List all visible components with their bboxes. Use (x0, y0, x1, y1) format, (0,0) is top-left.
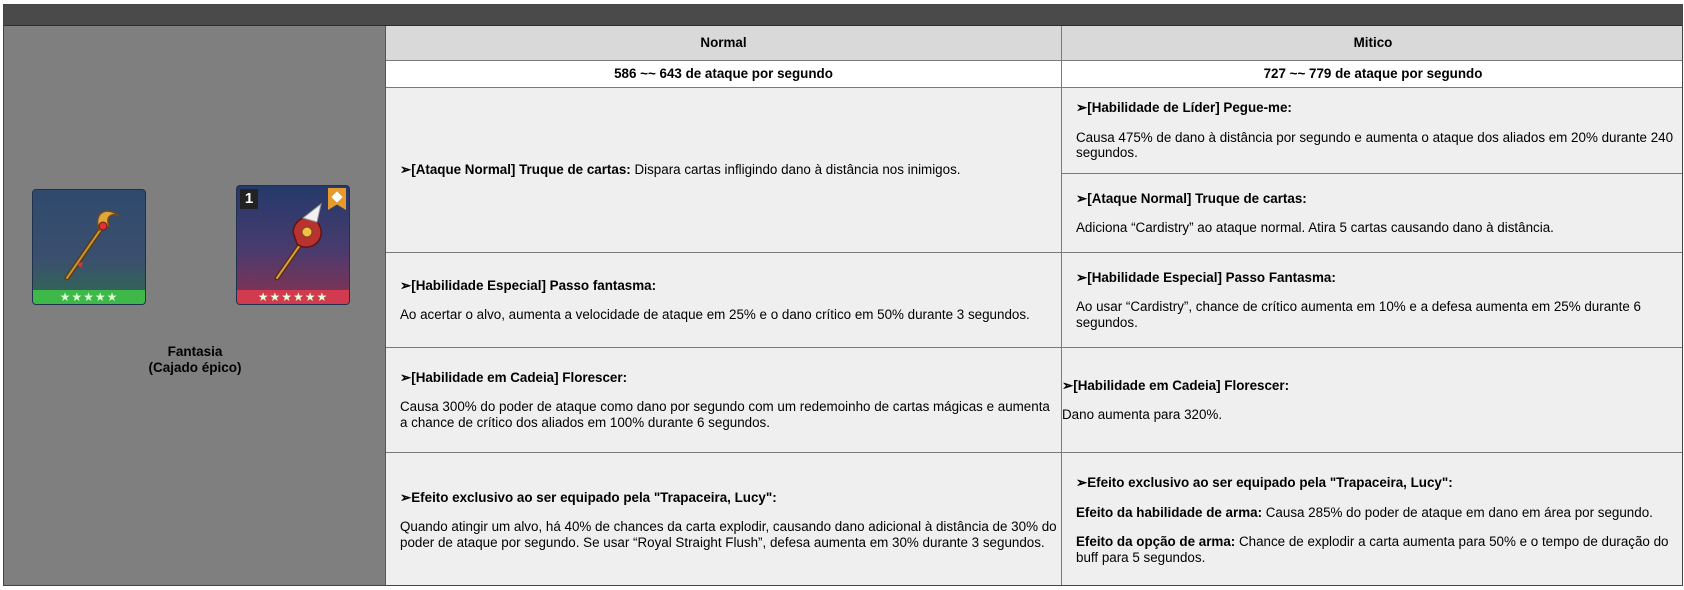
weapon-panel (4, 26, 386, 586)
column-header-normal: Normal (386, 26, 1062, 61)
skill-text: Quando atingir um alvo, há 40% de chances da carta explodir, causando dano adicional à distância de 30% do poder de ataque por segundo. Se usar “Royal Straight Flush”, defesa aumenta em 30% durante 3 segundos. (400, 519, 1057, 550)
star-rating: ★★★★★ (33, 290, 145, 304)
chain-skill-mythic: ➢[Habilidade em Cadeia] Florescer: Dano aumenta para 320%. (1062, 348, 1683, 453)
special-skill-normal: ➢[Habilidade Especial] Passo fantasma: Ao acertar o alvo, aumenta a velocidade de ataque em 25% e o dano crítico em 50% durante 3 segundos. (386, 253, 1062, 348)
skill-title: Efeito exclusivo ao ser equipado pela "Trapaceira, Lucy": (1087, 475, 1453, 490)
option-label: Efeito da opção de arma: (1076, 534, 1236, 549)
skill-title: [Habilidade Especial] Passo fantasma: (411, 277, 657, 293)
attack-normal: 586 ~~ 643 de ataque por segundo (386, 61, 1062, 88)
weapon-normal-image (32, 189, 146, 305)
exclusive-effect-mythic: ➢Efeito exclusivo ao ser equipado pela "Trapaceira, Lucy": Efeito da habilidade de arma: Causa 285% do poder de ataque em dano em área por segundo. Efeito da opção de arma: Chance de explodir a carta aumenta para 50% e o tempo de duração do buff para 5 segundos. (1062, 453, 1683, 586)
star-rating: ★★★★★★ (237, 290, 349, 304)
skill-text: Causa 285% do poder de ataque em dano em área por segundo. (1262, 504, 1653, 520)
weapon-type: (Cajado épico) (148, 360, 242, 375)
skill-title: [Habilidade em Cadeia] Florescer: (1073, 377, 1290, 393)
skill-text: Dispara cartas infligindo dano à distância nos inimigos. (630, 162, 961, 178)
normal-attack-mythic: ➢[Ataque Normal] Truque de cartas: Adiciona “Cardistry” ao ataque normal. Atira 5 cartas causando dano à distância. (1062, 174, 1683, 253)
exclusive-effect-normal: ➢Efeito exclusivo ao ser equipado pela "Trapaceira, Lucy": Quando atingir um alvo, há 40% de chances da carta explodir, causando dano adicional à distância de 30% do poder de ataque por segundo. Se usar “Royal Straight Flush”, defesa aumenta em 30% durante 3 segundos. (386, 453, 1062, 586)
option-text: Chance de explodir a carta aumenta para 50% e o tempo de duração do buff para 5 segundos. (1076, 534, 1669, 565)
skill-text: Causa 300% do poder de ataque como dano por segundo com um redemoinho de cartas mágicas e aumenta a chance de crítico dos aliados em 100% durante 6 segundos. (400, 399, 1050, 430)
column-header-mythic: Mitico (1062, 26, 1683, 61)
skill-text: Ao usar “Cardistry”, chance de crítico aumenta em 10% e a defesa aumenta em 25% durante 6 segundos. (1076, 299, 1641, 330)
skill-label: Efeito da habilidade de arma: (1076, 504, 1263, 520)
skill-text: Dano aumenta para 320%. (1062, 407, 1223, 422)
skill-title: [Ataque Normal] Truque de cartas: (411, 162, 631, 178)
table-top-bar (4, 5, 1682, 26)
weapon-name: Fantasia (167, 344, 223, 359)
weapon-caption (4, 344, 386, 376)
skill-title: [Habilidade Especial] Passo Fantasma: (1087, 269, 1336, 285)
weapon-info-table (3, 4, 1683, 586)
leader-skill-mythic: ➢[Habilidade de Líder] Pegue-me: Causa 475% de dano à distância por segundo e aumenta o ataque dos aliados em 20% durante 240 segundos. (1062, 88, 1683, 174)
skill-text: Adiciona “Cardistry” ao ataque normal. Atira 5 cartas causando dano à distância. (1076, 220, 1554, 235)
normal-attack-normal: ➢[Ataque Normal] Truque de cartas: Dispara cartas infligindo dano à distância nos inimigos. (386, 88, 1062, 253)
skill-title: [Habilidade em Cadeia] Florescer: (411, 369, 628, 385)
weapon-mythic-image (236, 185, 350, 305)
skill-text: Causa 475% de dano à distância por segundo e aumenta o ataque dos aliados em 20% durante 240 segundos. (1076, 129, 1674, 161)
skill-title: [Ataque Normal] Truque de cartas: (1087, 190, 1307, 206)
special-skill-mythic: ➢[Habilidade Especial] Passo Fantasma: Ao usar “Cardistry”, chance de crítico aumenta em 10% e a defesa aumenta em 25% durante 6 segundos. (1062, 253, 1683, 348)
skill-title: [Habilidade de Líder] Pegue-me: (1087, 100, 1292, 116)
skill-text: Ao acertar o alvo, aumenta a velocidade de ataque em 25% e o dano crítico em 50% durante 3 segundos. (400, 307, 1030, 322)
stats-grid (386, 26, 1683, 586)
grade-badge: 1 (240, 189, 258, 209)
scythe-staff-icon (33, 190, 145, 290)
chain-skill-normal: ➢[Habilidade em Cadeia] Florescer: Causa 300% do poder de ataque como dano por segundo com um redemoinho de cartas mágicas e aumenta a chance de crítico dos aliados em 100% durante 6 segundos. (386, 348, 1062, 453)
skill-title: Efeito exclusivo ao ser equipado pela "Trapaceira, Lucy": (411, 489, 777, 505)
attack-mythic: 727 ~~ 779 de ataque por segundo (1062, 61, 1683, 88)
